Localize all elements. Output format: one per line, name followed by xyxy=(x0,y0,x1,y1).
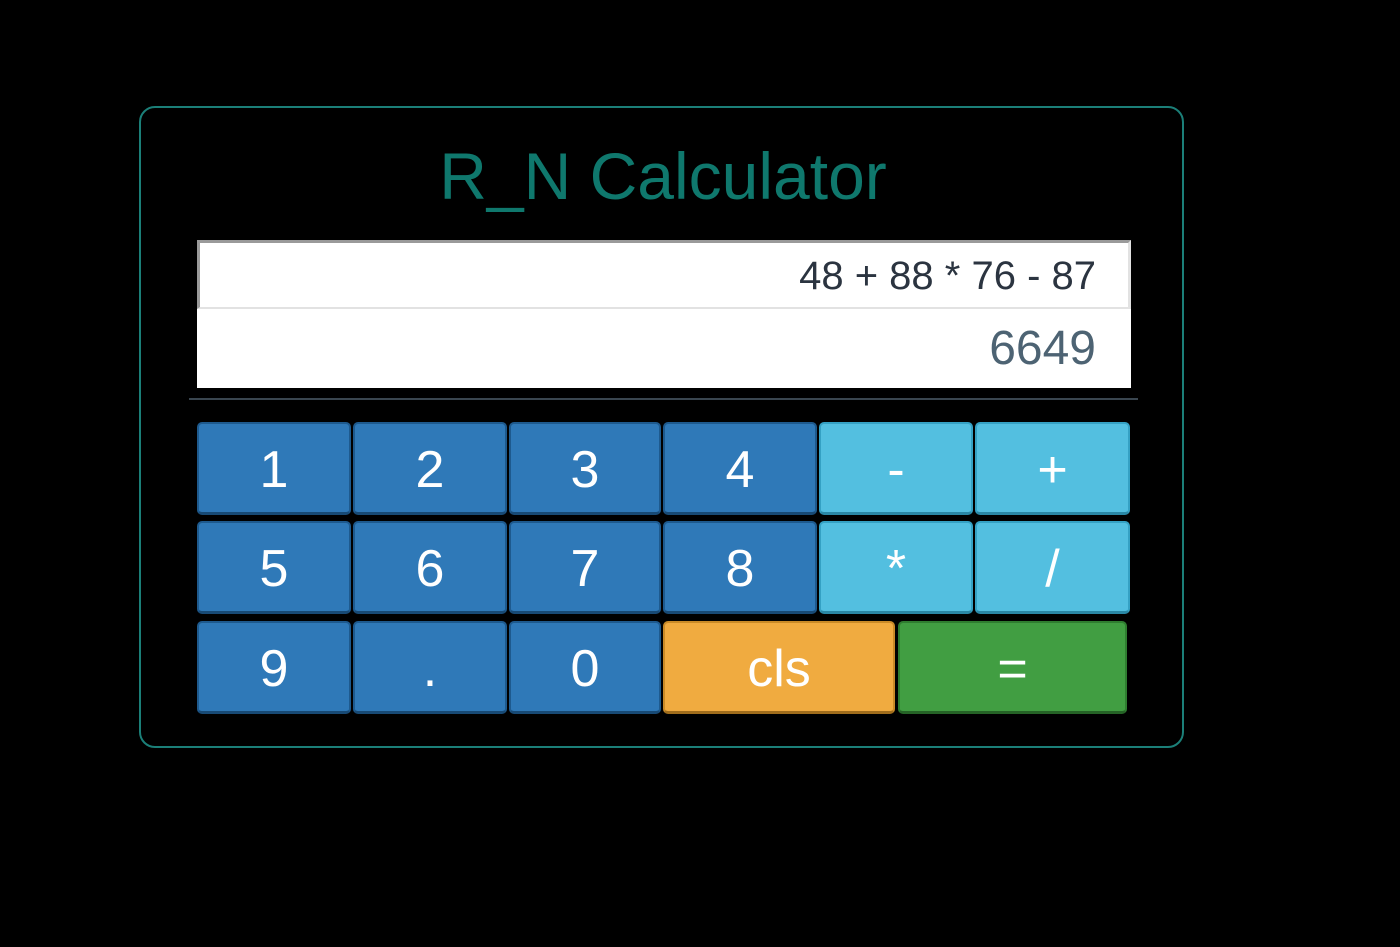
key-6-button[interactable]: 6 xyxy=(353,521,507,614)
expression-input[interactable]: 48 + 88 * 76 - 87 xyxy=(197,240,1131,309)
key-5-button[interactable]: 5 xyxy=(197,521,351,614)
divide-button[interactable]: / xyxy=(975,521,1130,614)
key-1-button[interactable]: 1 xyxy=(197,422,351,515)
divider xyxy=(189,398,1138,400)
multiply-button[interactable]: * xyxy=(819,521,973,614)
key-3-button[interactable]: 3 xyxy=(509,422,661,515)
key-2-button[interactable]: 2 xyxy=(353,422,507,515)
key-9-button[interactable]: 9 xyxy=(197,621,351,714)
page-title: R_N Calculator xyxy=(439,139,887,213)
decimal-button[interactable]: . xyxy=(353,621,507,714)
key-8-button[interactable]: 8 xyxy=(663,521,817,614)
clear-button[interactable]: cls xyxy=(663,621,895,714)
minus-button[interactable]: - xyxy=(819,422,973,515)
key-4-button[interactable]: 4 xyxy=(663,422,817,515)
result-display: 6649 xyxy=(197,309,1131,388)
key-0-button[interactable]: 0 xyxy=(509,621,661,714)
plus-button[interactable]: + xyxy=(975,422,1130,515)
key-7-button[interactable]: 7 xyxy=(509,521,661,614)
equals-button[interactable]: = xyxy=(898,621,1127,714)
